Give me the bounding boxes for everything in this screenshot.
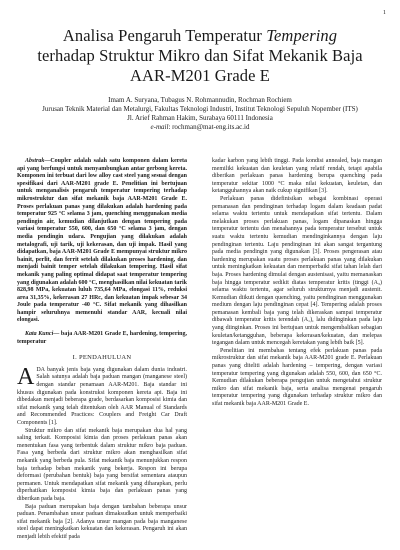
intro-paragraph-2: Struktur mikro dan sifat mekanik baja merupakan dua hal yang saling terkait. Komposisi kimia dan proses perlakuan panas akan menentukan fasa yang terbentuk dalam struktur mikro baja paduan. Fasa yang berbeda dari struktur mikro akan menghasilkan sifat mekanik yang berbeda pula. Sifat mekanik baja menunjukkan respon baja terhadap beban mekanik yang bekerja. Respon ini berupa deformasi (perubahan bentuk) baja yang bersifat sementara ataupun permanen. Untuk mendapatkan sifat mekanik yang diharapkan, perlu diperhatikan komposisi kimia baja dan perlakuan panas yang diberikan pada baja.	[17, 427, 187, 502]
author-block	[20, 96, 380, 132]
section-heading: I. PENDAHULUAN	[72, 354, 132, 362]
title-line2: terhadap Struktur Mikro dan Sifat Mekanik Baja	[37, 46, 363, 65]
author-affiliation: Jurusan Teknik Material dan Metalurgi, Fakultas Teknologi Industri, Institut Teknologi Sepuluh Nopember (ITS)	[42, 105, 358, 113]
left-column	[17, 158, 187, 542]
paper-title	[20, 26, 380, 86]
email-label: e-mail	[150, 123, 169, 131]
intro-paragraph-3: Baja paduan merupakan baja dengan tambahan beberapa unsur paduan. Penambahan unsur paduan dimaksudkan untuk memperbaiki sifat mekanik baja [2]. Adanya unsur mangan pada baja manganese steel dapat meningkatkan kekuatan dan kekerasan. Pengaruh ini akan menjadi lebih efektif pada	[17, 503, 187, 540]
intro-paragraph-1	[17, 363, 187, 428]
abstract	[17, 158, 187, 325]
intro-paragraph-1-text: DA banyak jenis baja yang digunakan dalam dunia industri. Salah satunya adalah baja paduan mangan (manganese steel) dengan standar penamaan AAR-M201. Baja standar ini khusus digunakan pada konstruksi komponen kereta api. Baja ini dibedakan menjadi beberapa grade, berdasarkan komposisi kimia dan sifat mekanik yang telah ditentukan oleh AAR Manual of Standards and Recommended Practices: Couplers and Freight Car Draft Components [1].	[17, 366, 187, 426]
title-line1-italic: Tempering	[266, 26, 338, 45]
author-names: Imam A. Suryana, Tubagus N. Rohmannudin, Rochman Rochiem	[108, 96, 292, 104]
email-value: : rochman@mat-eng.its.ac.id	[168, 123, 250, 131]
right-column	[212, 158, 382, 409]
page-number: 1	[383, 10, 386, 16]
right-paragraph-1: kadar karbon yang lebih tinggi. Pada kondisi annealed, baja mangan memiliki kekuatan dan keuletan yang relatif rendah, tetapi apabila diberikan perlakuan panas hardening berupa quenching pada temperatur sekitar 1000 °C maka nilai kekuatan, keuletan, dan ketangguhannya akan naik cukup signifikan [3].	[212, 158, 382, 195]
keywords-label: Kata Kunci	[25, 331, 54, 338]
keywords-text: — baja AAR-M201 Grade E, hardening, tempering, temperatur	[17, 331, 187, 345]
author-email	[20, 123, 380, 132]
right-paragraph-2: Perlakuan panas didefinisikan sebagai kombinasi operasi pemanasan dan pendinginan terhadap logam dalam keadaan padat selama waktu tertentu untuk mendapatkan sifat tertentu. Dalam melakukan proses perlakuan panas, logam dipanaskan hingga temperatur tertentu dan menahannya pada temperatur tersebut untuk suatu waktu tertentu kemudian mendinginkannya dengan laju pendinginan tertentu. Laju pendinginan ini akan sangat tergantung pada media pendingin yang digunakan [3]. Proses pengerasan atau hardening merupakan suatu proses perlakuan panas yang dilakukan untuk meningkatkan kekuatan dan memperbaiki sifat tahan lelah dari baja. Proses hardening dimulai dengan austenisasi, yaitu memanaskan baja hingga temperatur sedikit diatas temperatur kritis (tinggi (A₃) selama waktu tertentu, agar seluruh strukturnya menjadi austenit. Kemudian diikuti dengan quenching, yaitu pendinginan menggunakan medium dengan laju pendinginan cepat [4]. Tempering adalah proses pemanasan kembali baja yang telah dikeraskan sampai temperatur dibawah temperatur kritis terendah (A₁), lalu didinginkan pada laju yang diinginkan. Proses ini bertujuan untuk mengembalikan sebagian keuletan/ketangguhan, beberapa kekerasan/kekuatan, dan melepas tegangan dalam untuk mencegah keretakan yang lebih baik [5].	[212, 195, 382, 347]
title-line3: AAR-M201 Grade E	[130, 66, 270, 85]
right-paragraph-3: Penelitian ini membahas tentang efek perlakuan panas pada mikrostruktur dan sifat mekanik baja AAR-M201 grade E. Perlakuan panas yang diteliti adalah hardening – tempering, dengan variasi temperatur tempering yang digunakan adalah 550, 600, dan 650 °C. Kemudian dilakukan beberapa pengujian untuk mengetahui struktur mikro dan sifat mekanik baja, serta analisa mengenai pengaruh temperatur tempering yang digunakan terhadap struktur mikro dan sifat mekanik baja AAR-M201 Grade E.	[212, 347, 382, 407]
abstract-text: —Coupler adalah salah satu komponen dalam kereta api yang berfungsi untuk menyambungkan antar gerbong kereta. Komponen ini terbuat dari low alloy cast steel yang sesuai dengan spesifikasi dari AAR-M201 grade E. Penelitian ini bertujuan untuk menganalisis pengaruh temperatur tempering terhadap mikrostruktur dan sifat mekanik baja AAR-M201 Grade E. Proses perlakuan panas yang dilakukan adalah hardening pada temperatur 925 °C selama 3 jam, quenching menggunakan media pendingin air, kemudian dilanjutkan dengan tempering pada variasi temperatur 550, 600, dan 650 °C selama 3 jam, dengan media pendingin udara. Pengujian yang dilakukan adalah metalografi, uji tarik, uji kekerasan, dan uji impak. Hasil yang didapatkan, baja AAR-M201 Grade E mempunyai struktur mikro bainit, perlit, dan ferrit setelah dilakukan proses hardening, dan menjadi bainit temper setelah dilakukan tempering. Hasil sifat mekanik yang paling optimal didapat saat temperatur tempering yang digunakan adalah 600 °C, menghasilkan nilai kekuatan tarik 828,98 MPa, kekuatan luluh 735,64 MPa, elongasi 11%, reduksi area 31,35%, kekerasan 27 HRc, dan kekuatan impak sebesar 34 Joule pada temperatur -40 °C. Sifat mekanik yang dihasilkan hampir seluruhnya memenuhi standar AAR, kecuali nilai elongasi.	[17, 158, 187, 324]
drop-cap: A	[17, 363, 35, 390]
abstract-label: Abstrak	[25, 158, 45, 164]
author-address: Jl. Arief Rahman Hakim, Surabaya 60111 Indonesia	[127, 114, 273, 122]
title-line1-prefix: Analisa Pengaruh Temperatur	[62, 26, 267, 45]
keywords	[17, 331, 187, 346]
